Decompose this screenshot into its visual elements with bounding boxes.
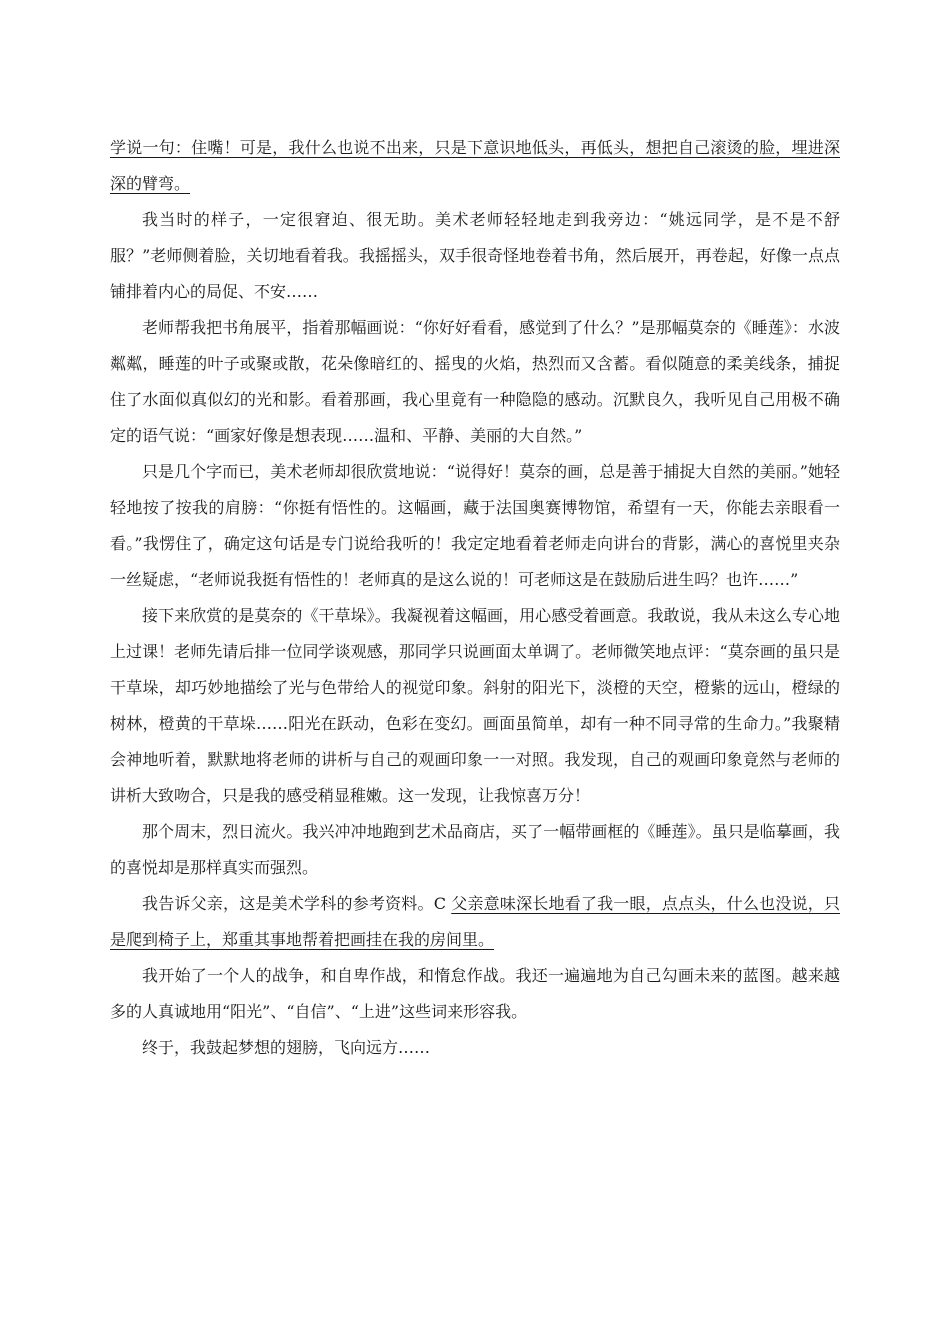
paragraph bbox=[110, 886, 840, 958]
paragraph bbox=[110, 1030, 840, 1066]
paragraph-text: 只是几个字而已，美术老师却很欣赏地说：“说得好！莫奈的画，总是善于捕捉大自然的美丽。”她轻轻地按了按我的肩膀：“你挺有悟性的。这幅画，藏于法国奥赛博物馆，希望有一天，你能去亲眼看一看。”我愣住了，确定这句话是专门说给我听的！我定定地看着老师走向讲台的背影，满心的喜悦里夹杂一丝疑虑，“老师说我挺有悟性的！老师真的是这么说的！可老师这是在鼓励后进生吗？也许……” bbox=[110, 462, 840, 589]
paragraph-text: 那个周末，烈日流火。我兴冲冲地跑到艺术品商店，买了一幅带画框的《睡莲》。虽只是临摹画，我的喜悦却是那样真实而强烈。 bbox=[110, 822, 840, 877]
underlined-text: 父亲意味深长地看了我一眼，点点头，什么也没说，只是爬到椅子上，郑重其事地帮着把画挂在我的房间里。 bbox=[110, 894, 840, 949]
paragraph-text: 我开始了一个人的战争，和自卑作战，和惰怠作战。我还一遍遍地为自己勾画未来的蓝图。越来越多的人真诚地用“阳光”、“自信”、“上进”这些词来形容我。 bbox=[110, 966, 840, 1021]
underlined-text: 学说一句：住嘴！可是，我什么也说不出来，只是下意识地低头，再低头，想把自己滚烫的脸，埋进深深的臂弯。 bbox=[110, 138, 840, 193]
paragraph-text: 接下来欣赏的是莫奈的《干草垛》。我凝视着这幅画，用心感受着画意。我敢说，我从未这么专心地上过课！老师先请后排一位同学谈观感，那同学只说画面太单调了。老师微笑地点评：“莫奈画的虽只是干草垛，却巧妙地描绘了光与色带给人的视觉印象。斜射的阳光下，淡橙的天空，橙紫的远山，橙绿的树林，橙黄的干草垛……阳光在跃动，色彩在变幻。画面虽简单，却有一种不同寻常的生命力。”我聚精会神地听着，默默地将老师的讲析与自己的观画印象一一对照。我发现，自己的观画印象竟然与老师的讲析大致吻合，只是我的感受稍显稚嫩。这一发现，让我惊喜万分！ bbox=[110, 606, 840, 805]
paragraph-text: 我当时的样子，一定很窘迫、很无助。美术老师轻轻地走到我旁边：“姚远同学，是不是不舒服？”老师侧着脸，关切地看着我。我摇摇头，双手很奇怪地卷着书角，然后展开，再卷起，好像一点点铺排着内心的局促、不安…… bbox=[110, 210, 840, 301]
paragraph bbox=[110, 598, 840, 814]
paragraph bbox=[110, 310, 840, 454]
document-body bbox=[110, 130, 840, 1066]
paragraph-text: 我告诉父亲，这是美术学科的参考资料。C bbox=[142, 894, 452, 913]
paragraph bbox=[110, 130, 840, 202]
paragraph bbox=[110, 202, 840, 310]
paragraph-text: 老师帮我把书角展平，指着那幅画说：“你好好看看，感觉到了什么？”是那幅莫奈的《睡莲》：水波粼粼，睡莲的叶子或聚或散，花朵像暗红的、摇曳的火焰，热烈而又含蓄。看似随意的柔美线条，捕捉住了水面似真似幻的光和影。看着那画，我心里竟有一种隐隐的感动。沉默良久，我听见自己用极不确定的语气说：“画家好像是想表现……温和、平静、美丽的大自然。” bbox=[110, 318, 840, 445]
paragraph bbox=[110, 814, 840, 886]
paragraph-text: 终于，我鼓起梦想的翅膀，飞向远方…… bbox=[142, 1038, 431, 1057]
paragraph bbox=[110, 454, 840, 598]
paragraph bbox=[110, 958, 840, 1030]
